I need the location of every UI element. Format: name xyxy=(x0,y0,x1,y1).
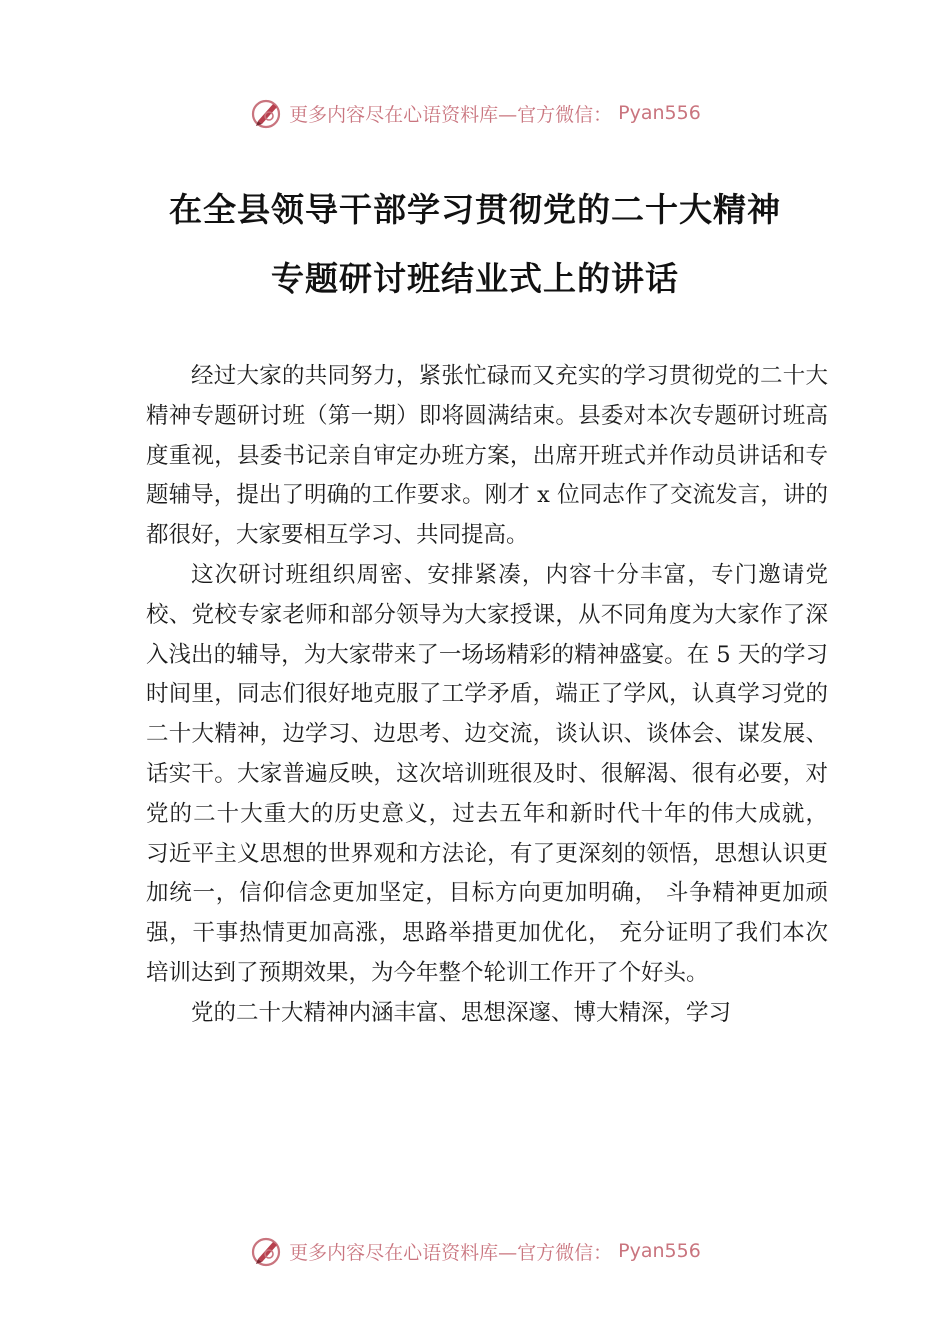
document-title-line-2: 专题研讨班结业式上的讲话 xyxy=(271,259,679,298)
pen-on-circle-logo-icon xyxy=(249,96,283,130)
paragraph-1: 经过大家的共同努力，紧张忙碌而又充实的学习贯彻党的二十大精神专题研讨班（第一期）即将圆满结束。县委对本次专题研讨班高度重视，县委书记亲自审定办班方案，出席开班式并作动员讲话和专题辅导，提出了明确的工作要求。刚才 x 位同志作了交流发言，讲的都很好，大家要相互学习、共同提高。 xyxy=(146,363,828,549)
footer-watermark xyxy=(0,1234,950,1268)
document-title-line-1: 在全县领导干部学习贯彻党的二十大精神 xyxy=(169,190,781,229)
pen-on-circle-logo-icon xyxy=(249,1234,283,1268)
watermark-wechat-id: Pyan556 xyxy=(618,102,701,124)
watermark-text: 更多内容尽在心语资料库—官方微信： xyxy=(289,1241,613,1264)
paragraph-3: 党的二十大精神内涵丰富、思想深邃、博大精深，学习 xyxy=(191,999,732,1026)
watermark-text: 更多内容尽在心语资料库—官方微信： xyxy=(289,103,613,126)
paragraph-2: 这次研讨班组织周密、安排紧凑，内容十分丰富，专门邀请党校、党校专家老师和部分领导为大家授课，从不同角度为大家作了深入浅出的辅导，为大家带来了一场场精彩的精神盛宴。在 5 天的学习时间里，同志们很好地克服了工学矛盾，端正了学风，认真学习党的二十大精神，边学习、边思考、边交流，谈认识、谈体会、谋发展、话实干。大家普遍反映，这次培训班很及时、很解渴、很有必要，对党的二十大重大的历史意义，过去五年和新时代十年的伟大成就， 习近平主义思想的世界观和方法论，有了更深刻的领悟，思想认识更加统一，信仰信念更加坚定，目标方向更加明确， 斗争精神更加顽强，干事热情更加高涨，思路举措更加优化， 充分证明了我们本次培训达到了预期效果，为今年整个轮训工作开了个好头。 xyxy=(146,561,828,986)
document-body xyxy=(146,357,828,1034)
watermark-wechat-id: Pyan556 xyxy=(618,1240,701,1262)
header-watermark xyxy=(0,96,950,130)
